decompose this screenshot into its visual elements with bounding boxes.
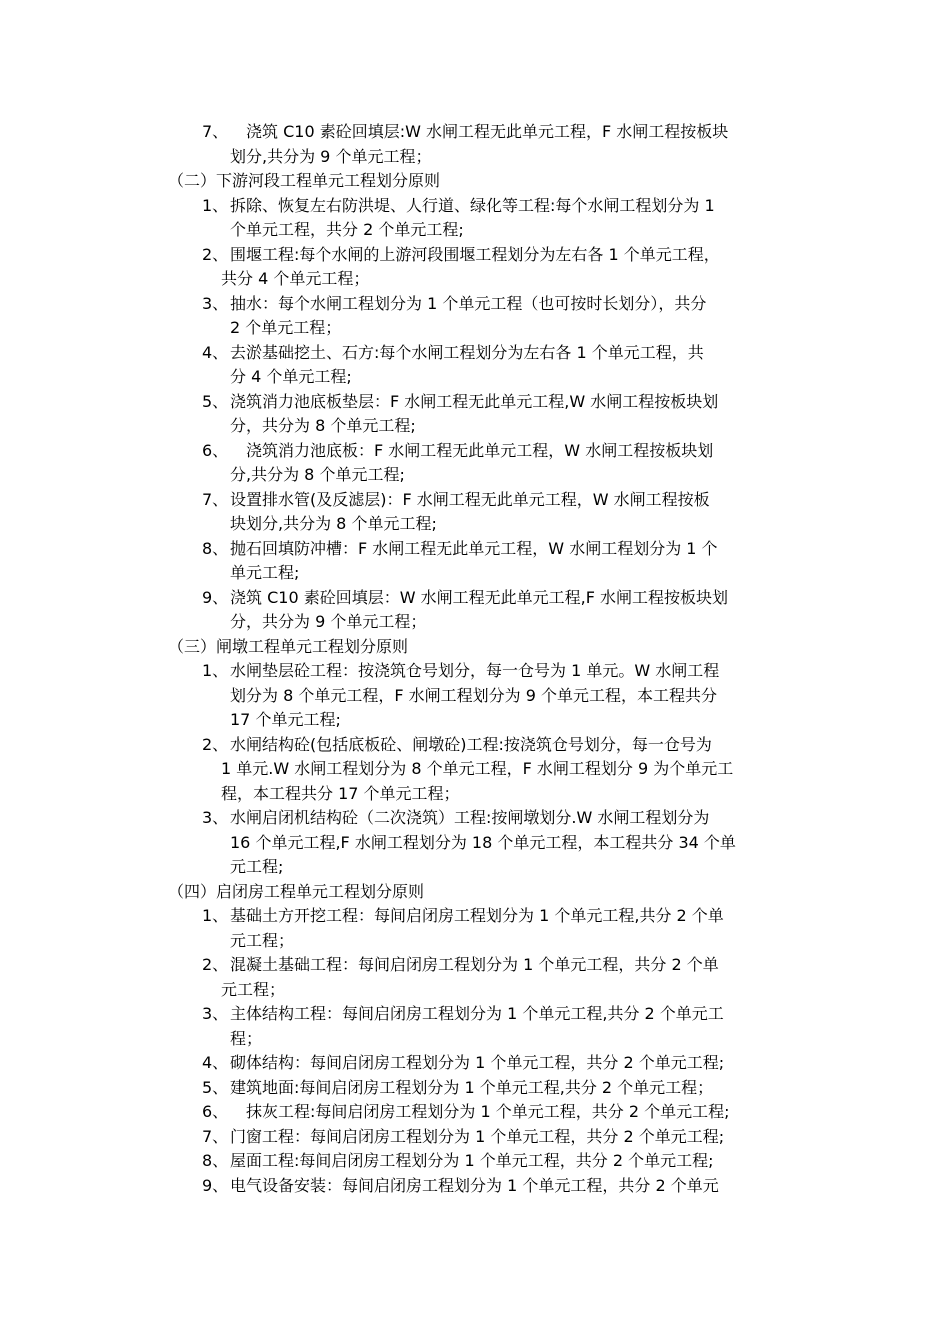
text-line [0, 610, 950, 635]
list-item-continuation: 程，本工程共分 17 个单元工程； [221, 783, 460, 803]
list-item-text: 砌体结构：每间启闭房工程划分为 1 个单元工程，共分 2 个单元工程; [230, 1053, 725, 1072]
list-item-text: 去淤基础挖土、石方:每个水闸工程划分为左右各 1 个单元工程，共 [230, 342, 704, 362]
text-line [0, 708, 950, 733]
list-number: 7、 [202, 122, 229, 141]
text-line [0, 120, 950, 145]
text-line [0, 978, 950, 1003]
list-item-text: 水闸结构砼(包括底板砼、闸墩砼)工程:按浇筑仓号划分，每一仓号为 [230, 734, 712, 754]
list-number: 8、 [202, 1151, 229, 1170]
list-item-text: 基础土方开挖工程：每间启闭房工程划分为 1 个单元工程,共分 2 个单 [230, 906, 724, 925]
list-number: 1、 [202, 661, 229, 680]
list-number: 2、 [202, 955, 229, 974]
list-item-text: 设置排水管(及反滤层)：F 水闸工程无此单元工程，W 水闸工程按板 [230, 489, 710, 509]
list-number: 3、 [202, 293, 229, 313]
text-line [0, 218, 950, 243]
text-line [0, 1076, 950, 1101]
list-number: 2、 [202, 734, 229, 754]
list-item-continuation: 元工程; [230, 857, 284, 876]
list-item-continuation: 分，共分为 8 个单元工程; [230, 416, 416, 435]
list-item-continuation: 17 个单元工程; [230, 710, 341, 729]
text-line [0, 194, 950, 219]
text-line [0, 267, 950, 292]
list-item-continuation: 程； [230, 1028, 263, 1048]
list-item-continuation: 划分为 8 个单元工程，F 水闸工程划分为 9 个单元工程，本工程共分 [230, 685, 717, 705]
text-line [0, 316, 950, 341]
text-line [0, 1100, 950, 1125]
section-heading: （二）下游河段工程单元工程划分原则 [168, 171, 441, 190]
list-item-continuation: 块划分,共分为 8 个单元工程; [230, 514, 437, 533]
list-number: 3、 [202, 1004, 229, 1023]
list-number: 5、 [202, 1077, 229, 1097]
list-item-continuation: 划分,共分为 9 个单元工程； [230, 146, 432, 166]
list-item-text: 抽水：每个水闸工程划分为 1 个单元工程（也可按时长划分），共分 [230, 293, 707, 313]
list-item-text: 混凝土基础工程：每间启闭房工程划分为 1 个单元工程，共分 2 个单 [230, 955, 719, 974]
text-line [0, 1125, 950, 1150]
list-number: 9、 [202, 587, 229, 607]
list-item-text: 主体结构工程：每间启闭房工程划分为 1 个单元工程,共分 2 个单元工 [230, 1004, 724, 1023]
list-item-continuation: 个单元工程，共分 2 个单元工程; [230, 220, 464, 239]
text-line [0, 1002, 950, 1027]
list-number: 8、 [202, 538, 229, 558]
list-item-text: 电气设备安装：每间启闭房工程划分为 1 个单元工程，共分 2 个单元 [230, 1175, 719, 1195]
list-number: 4、 [202, 1053, 229, 1072]
list-number: 4、 [202, 342, 229, 362]
list-item-text: 屋面工程:每间启闭房工程划分为 1 个单元工程，共分 2 个单元工程; [230, 1151, 714, 1170]
text-line [0, 169, 950, 194]
text-line [0, 684, 950, 709]
list-number: 5、 [202, 391, 229, 411]
list-item-continuation: 16 个单元工程,F 水闸工程划分为 18 个单元工程，本工程共分 34 个单 [230, 832, 736, 852]
list-number: 1、 [202, 906, 229, 925]
text-line [0, 659, 950, 684]
text-line [0, 953, 950, 978]
list-number: 2、 [202, 244, 229, 264]
text-line [0, 831, 950, 856]
text-line [0, 1051, 950, 1076]
text-line [0, 855, 950, 880]
text-line [0, 929, 950, 954]
list-item-text: 浇筑消力池底板：F 水闸工程无此单元工程，W 水闸工程按板块划 [230, 440, 714, 460]
text-line [0, 733, 950, 758]
list-item-continuation: 2 个单元工程； [230, 318, 342, 337]
text-line [0, 512, 950, 537]
text-line [0, 1174, 950, 1199]
text-line [0, 243, 950, 268]
document-page [0, 120, 950, 1198]
list-item-text: 抛石回填防冲槽：F 水闸工程无此单元工程，W 水闸工程划分为 1 个 [230, 538, 718, 558]
list-number: 6、 [202, 440, 229, 460]
text-line [0, 1149, 950, 1174]
text-line [0, 635, 950, 660]
list-number: 6、 [202, 1102, 229, 1121]
text-line [0, 463, 950, 488]
text-line [0, 782, 950, 807]
text-line [0, 1027, 950, 1052]
list-number: 7、 [202, 489, 229, 509]
list-item-continuation: 分，共分为 9 个单元工程； [230, 612, 427, 631]
list-item-continuation: 分,共分为 8 个单元工程; [230, 465, 405, 484]
text-line [0, 586, 950, 611]
list-item-text: 门窗工程：每间启闭房工程划分为 1 个单元工程，共分 2 个单元工程; [230, 1126, 725, 1146]
list-item-text: 浇筑 C10 素砼回填层:W 水闸工程无此单元工程，F 水闸工程按板块 [230, 122, 729, 141]
section-heading: （三）闸墩工程单元工程划分原则 [168, 636, 409, 656]
text-line [0, 414, 950, 439]
list-item-text: 围堰工程:每个水闸的上游河段围堰工程划分为左右各 1 个单元工程， [230, 244, 720, 264]
section-heading: （四）启闭房工程单元工程划分原则 [168, 881, 425, 901]
text-line [0, 904, 950, 929]
list-item-continuation: 1 单元.W 水闸工程划分为 8 个单元工程，F 水闸工程划分 9 为个单元工 [221, 759, 734, 778]
list-item-continuation: 单元工程; [230, 563, 300, 582]
text-line [0, 292, 950, 317]
list-item-text: 水闸垫层砼工程：按浇筑仓号划分，每一仓号为 1 单元。W 水闸工程 [230, 661, 720, 680]
list-item-text: 浇筑 C10 素砼回填层：W 水闸工程无此单元工程,F 水闸工程按板块划 [230, 587, 728, 607]
list-item-text: 抹灰工程:每间启闭房工程划分为 1 个单元工程，共分 2 个单元工程; [230, 1102, 730, 1121]
list-number: 1、 [202, 195, 229, 215]
text-line [0, 341, 950, 366]
text-line [0, 439, 950, 464]
text-line [0, 488, 950, 513]
list-item-continuation: 元工程； [230, 930, 295, 950]
text-line [0, 806, 950, 831]
list-item-continuation: 分 4 个单元工程; [230, 367, 352, 386]
text-line [0, 757, 950, 782]
text-line [0, 537, 950, 562]
list-number: 3、 [202, 808, 229, 827]
list-item-text: 拆除、恢复左右防洪堤、人行道、绿化等工程:每个水闸工程划分为 1 [230, 195, 715, 215]
text-line [0, 365, 950, 390]
list-item-text: 水闸启闭机结构砼（二次浇筑）工程:按闸墩划分.W 水闸工程划分为 [230, 808, 710, 827]
list-number: 9、 [202, 1175, 229, 1195]
list-item-text: 建筑地面:每间启闭房工程划分为 1 个单元工程,共分 2 个单元工程； [230, 1077, 714, 1097]
list-item-text: 浇筑消力池底板垫层：F 水闸工程无此单元工程,W 水闸工程按板块划 [230, 391, 719, 411]
list-number: 7、 [202, 1126, 229, 1146]
list-item-continuation: 元工程； [221, 979, 286, 999]
text-line [0, 880, 950, 905]
text-line [0, 561, 950, 586]
text-line [0, 145, 950, 170]
text-line [0, 390, 950, 415]
list-item-continuation: 共分 4 个单元工程； [221, 269, 370, 288]
